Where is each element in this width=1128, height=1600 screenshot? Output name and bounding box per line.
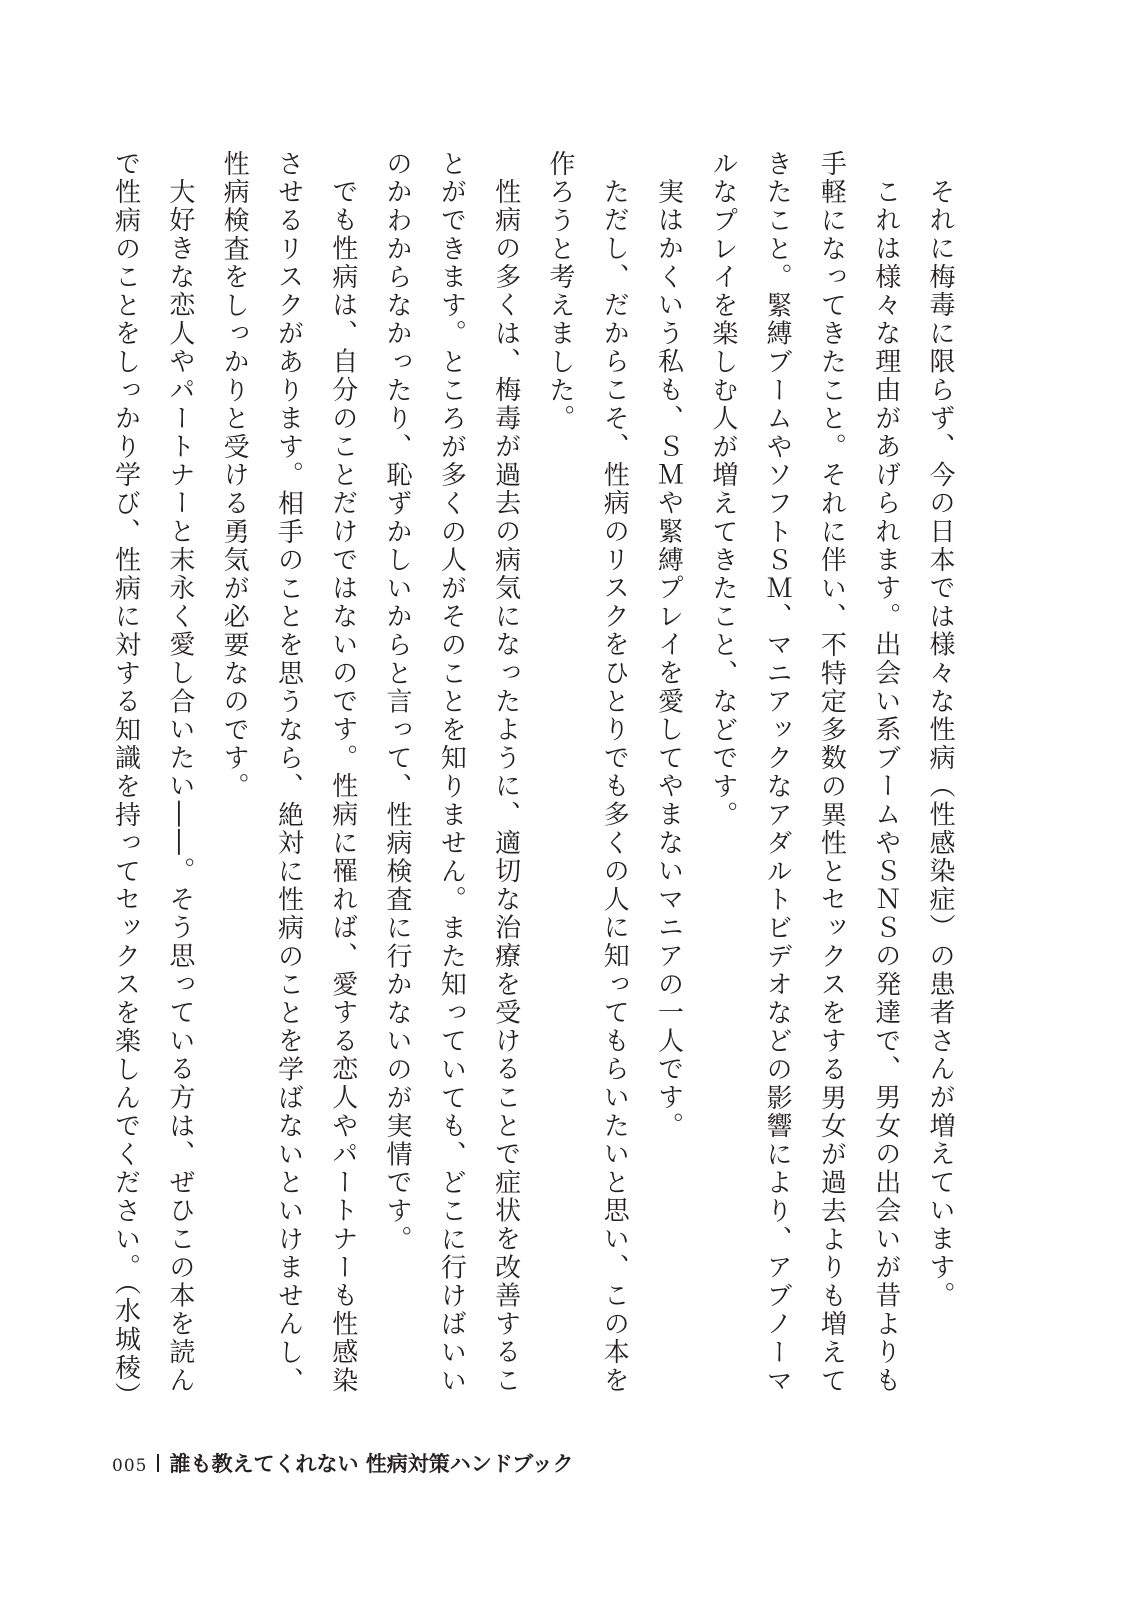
body-text — [98, 150, 967, 1410]
text-line: でも性病は、自分のことだけではないのです。性病に罹れば、愛する恋人やパートナーも性感染 — [327, 178, 358, 1396]
page-number: 005 — [112, 1456, 148, 1476]
text-line: 性病検査をしっかりと受ける勇気が必要なのです。 — [219, 150, 250, 801]
text-line: させるリスクがあります。相手のことを思うなら、絶対に性病のことを学ばないといけませんし、 — [273, 150, 304, 1396]
text-line: 実はかくいう私も、ＳＭや緊縛プレイを愛してやまないマニアの一人です。 — [653, 178, 684, 1141]
text-line: 作ろうと考えました。 — [544, 150, 575, 433]
text-line: 手軽になってきたこと。それに伴い、不特定多数の異性とセックスをする男女が過去よりも増えて — [816, 150, 847, 1396]
text-line: それに梅毒に限らず、今の日本では様々な性病（性感染症）の患者さんが増えています。 — [925, 178, 955, 1311]
text-line: で性病のことをしっかり学び、性病に対する知識を持ってセックスを楽しんでください。（水城稜） — [110, 150, 141, 1411]
footer-separator — [157, 1454, 159, 1472]
text-line: ルなプレイを楽しむ人が増えてきたこと、などです。 — [707, 150, 738, 830]
text-line: きたこと。緊縛ブームやソフトＳＭ、マニアックなアダルトビデオなどの影響により、アブノーマ — [762, 150, 793, 1396]
text-line: とができます。ところが多くの人がそのことを知りません。また知っていても、どこに行けばいい — [436, 150, 467, 1396]
page-footer — [112, 1448, 574, 1478]
text-line: ただし、だからこそ、性病のリスクをひとりでも多くの人に知ってもらいたいと思い、この本を — [599, 178, 630, 1396]
text-line: のかわからなかったり、恥ずかしいからと言って、性病検査に行かないのが実情です。 — [382, 150, 413, 1254]
text-line: これは様々な理由があげられます。出会い系ブームやＳＮＳの発達で、男女の出会いが昔よりも — [870, 178, 901, 1396]
text-line: 大好きな恋人やパートナーと末永く愛し合いたい――。そう思っている方は、ぜひこの本を読ん — [164, 178, 195, 1396]
text-line: 性病の多くは、梅毒が過去の病気になったように、適切な治療を受けることで症状を改善するこ — [490, 178, 521, 1396]
book-title: 誰も教えてくれない 性病対策ハンドブック — [169, 1452, 574, 1476]
